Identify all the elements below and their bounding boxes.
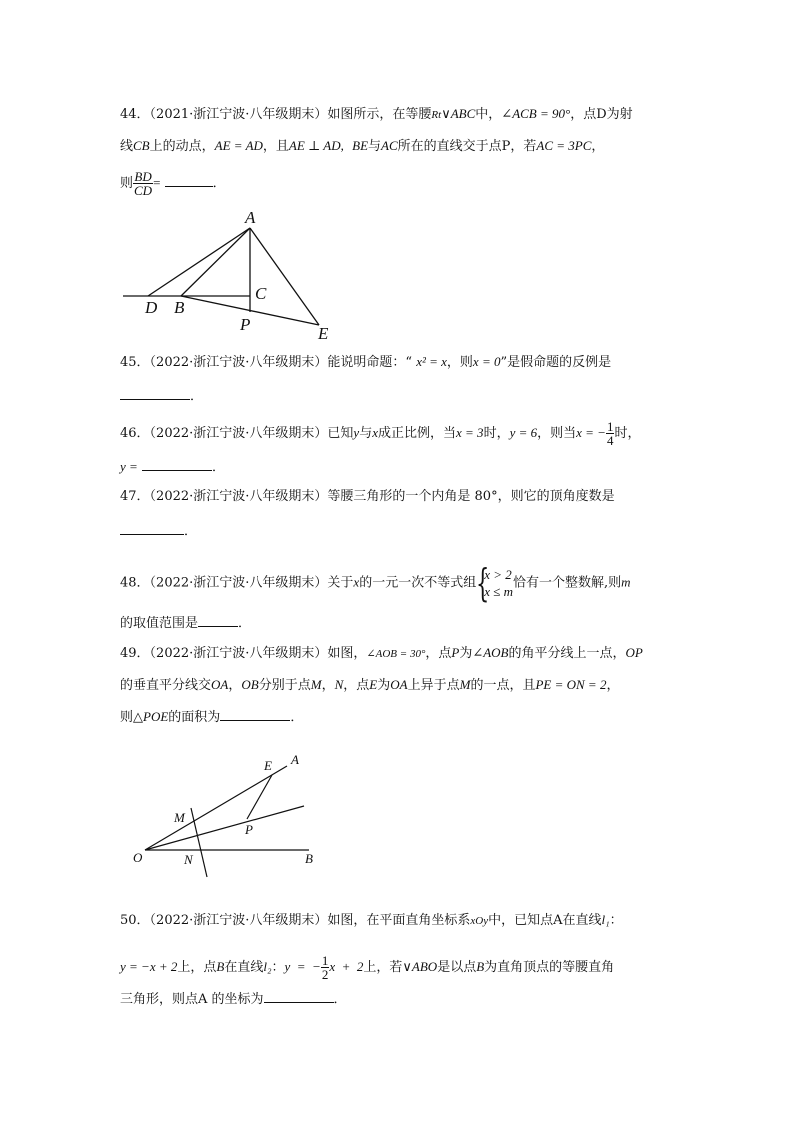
q49-text: ， [321, 678, 335, 693]
q49-text: ． [290, 710, 304, 725]
q46-source: （2022·浙江宁波·八年级期末） [149, 426, 328, 441]
q46-text: 成正比例，当 [378, 426, 457, 441]
q50-number: 50． [120, 913, 150, 928]
brace-icon: { [476, 561, 490, 605]
q50-text: 中，已知点A在直线 [488, 913, 602, 928]
q46-text: 时， [614, 426, 641, 441]
q49-label-m: M [174, 810, 185, 825]
q50-text: 是以点 [437, 960, 477, 975]
q46-text: 已知 [327, 426, 354, 441]
q44-text: ． [212, 176, 226, 191]
q49-label-o: O [133, 850, 143, 865]
q50-math: x + 2 [329, 959, 364, 974]
q48-source: （2022·浙江宁波·八年级期末） [149, 575, 328, 591]
q50-line1 [120, 910, 623, 931]
q49-text: ，点 [425, 646, 452, 661]
q44-rt: Rt [431, 109, 442, 121]
q50-text: 在直线 [224, 960, 264, 975]
q44-label-p: P [240, 315, 251, 334]
q48-text: 关于 [327, 575, 354, 591]
q48-text: 的取值范围是 [120, 616, 199, 631]
q49-math: ∠AOB = 30° [366, 648, 426, 660]
q49-label-p: P [245, 822, 253, 837]
q50-math: l₁ [601, 912, 610, 927]
q48-number: 48． [120, 575, 150, 591]
q44-math: AC = 3PC [536, 138, 592, 153]
q44-triangle: ∨ABC [441, 106, 476, 121]
q45-source: （2022·浙江宁波·八年级期末） [149, 355, 328, 370]
q50-text: 上，若 [363, 960, 403, 975]
q46-math: y [353, 425, 360, 440]
q49-text: 的一点，且 [470, 678, 536, 693]
q50-line2 [120, 952, 614, 983]
q45-text: ”是假命题的反例是 [500, 355, 612, 370]
q44-text: 如图所示，在等腰 [327, 107, 432, 122]
q46-text: 时， [483, 426, 510, 441]
q45-number: 45． [120, 355, 150, 370]
q49-math: E [369, 677, 378, 692]
q49-math: M [459, 677, 471, 692]
q50-text: 三角形，则点A 的坐标为 [120, 992, 264, 1007]
q49-ray-oa [145, 766, 287, 850]
q49-text: 为 [377, 678, 391, 693]
q44-text: 线 [120, 139, 134, 154]
q50-text: 为直角顶点的等腰直角 [484, 960, 615, 975]
q50-math: B [216, 959, 225, 974]
q49-math: M [310, 677, 322, 692]
q44-frac-den: CD [134, 183, 153, 198]
q50-text: ： [271, 960, 285, 975]
q45-text: 能说明命题：“ [327, 355, 417, 370]
q49-text: 则 [120, 710, 134, 725]
q49-math: OA [390, 677, 408, 692]
q45-text: ． [190, 389, 204, 404]
q49-math: OB [241, 677, 259, 692]
q44-math: CB [133, 138, 150, 153]
q49-text: 为 [459, 646, 473, 661]
q48-math: m [621, 574, 631, 590]
q49-text: ， [228, 678, 242, 693]
q49-number: 49． [120, 646, 150, 661]
q44-label-e: E [318, 324, 329, 343]
q46-number: 46． [120, 426, 150, 441]
q48-text: 的一元一次不等式组 [359, 575, 477, 591]
q44-math: AE = AD [214, 138, 263, 153]
q46-frac-den: 4 [606, 433, 614, 448]
q45-math: x² = x [416, 354, 447, 369]
q49-label-e: E [264, 758, 272, 773]
q44-text: ， [591, 139, 605, 154]
q44-label-d: D [145, 298, 158, 317]
q50-text: ． [333, 992, 347, 1007]
q44-math: = [153, 175, 161, 190]
q50-math: l₂ [263, 959, 272, 974]
q44-source: （2021·浙江宁波·八年级期末） [149, 107, 328, 122]
q46-math: x = − [576, 425, 606, 440]
q44-text: 中， [475, 107, 502, 122]
q49-text: 分别于点 [258, 678, 311, 693]
q49-label-a: A [291, 752, 299, 767]
q44-frac-num: BD [134, 169, 152, 184]
q49-text: 的角平分线上一点， [508, 646, 626, 661]
q50-math: B [476, 959, 485, 974]
q47-number: 47． [120, 489, 150, 504]
q47-text: 等腰三角形的一个内角是 80°，则它的顶角度数是 [327, 489, 615, 504]
q48-text: ． [238, 616, 252, 631]
q49-math: PE = ON = 2 [535, 677, 607, 692]
q48-ineq-1: x > 2 [484, 567, 512, 582]
q50-text: ： [609, 913, 623, 928]
q46-math: y = [120, 459, 138, 474]
q46-text: 与 [359, 426, 373, 441]
q49-math: △POE [133, 709, 169, 724]
q48-text: 恰有一个整数解,则 [513, 575, 622, 591]
q49-math: OA [211, 677, 229, 692]
q50-text: 如图，在平面直角坐标系 [327, 913, 471, 928]
q49-text: ， [606, 678, 620, 693]
q50-answer-blank [264, 988, 334, 1003]
q44-number: 44． [120, 107, 150, 122]
q44-label-b: B [174, 298, 185, 317]
q44-text: 与 [368, 139, 382, 154]
q46-math: x [372, 425, 378, 440]
q49-math: ∠AOB [472, 645, 509, 660]
q46-math: x = 3 [456, 425, 484, 440]
q49-source: （2022·浙江宁波·八年级期末） [149, 646, 328, 661]
q50-line3 [120, 988, 347, 1010]
q50-source: （2022·浙江宁波·八年级期末） [149, 913, 328, 928]
q44-text: ，且 [262, 139, 289, 154]
q49-text: 上异于点 [407, 678, 460, 693]
q49-label-b: B [305, 851, 313, 866]
q44-math: AE ⊥ AD, [288, 138, 344, 153]
q50-math: ∨ABO [402, 959, 438, 974]
q46-text: ，则当 [537, 426, 577, 441]
q48-ineq-2: x ≤ m [484, 584, 514, 599]
q46-text: ． [211, 460, 225, 475]
q50-text: 上，点 [177, 960, 217, 975]
q49-math: OP [625, 645, 643, 660]
q44-text: 上的动点， [149, 139, 215, 154]
q50-frac-den: 2 [321, 967, 329, 982]
q44-text: ，点D为射 [570, 107, 633, 122]
q50-math: y = −x + 2 [120, 959, 178, 974]
q44-text: 则 [120, 176, 134, 191]
q44-text: 所在的直线交于点P，若 [397, 139, 537, 154]
q44-math: AC [381, 138, 398, 153]
q49-text: 如图， [327, 646, 367, 661]
q49-label-n: N [184, 852, 193, 867]
q50-frac-num: 1 [321, 953, 329, 968]
q44-label-a: A [245, 208, 256, 227]
q49-ray-op [145, 806, 304, 850]
q49-text: 的垂直平分线交 [120, 678, 212, 693]
q47-source: （2022·浙江宁波·八年级期末） [149, 489, 328, 504]
q44-label-c: C [255, 284, 267, 303]
q49-math: N [334, 677, 344, 692]
q44-angle: ∠ACB = 90° [501, 106, 571, 121]
q44-math: BE [352, 138, 369, 153]
q49-text: 的面积为 [168, 710, 221, 725]
q50-math: xOy [470, 915, 489, 927]
q46-math: y = 6 [509, 425, 538, 440]
q45-text: ，则 [446, 355, 473, 370]
q49-math: P [451, 645, 460, 660]
q47-text: ． [184, 524, 198, 539]
q45-math: x = 0 [472, 354, 501, 369]
q48-math: x [353, 574, 360, 590]
q49-text: ，点 [343, 678, 370, 693]
q50-math: y = − [284, 959, 321, 974]
q46-frac-num: 1 [606, 419, 614, 434]
